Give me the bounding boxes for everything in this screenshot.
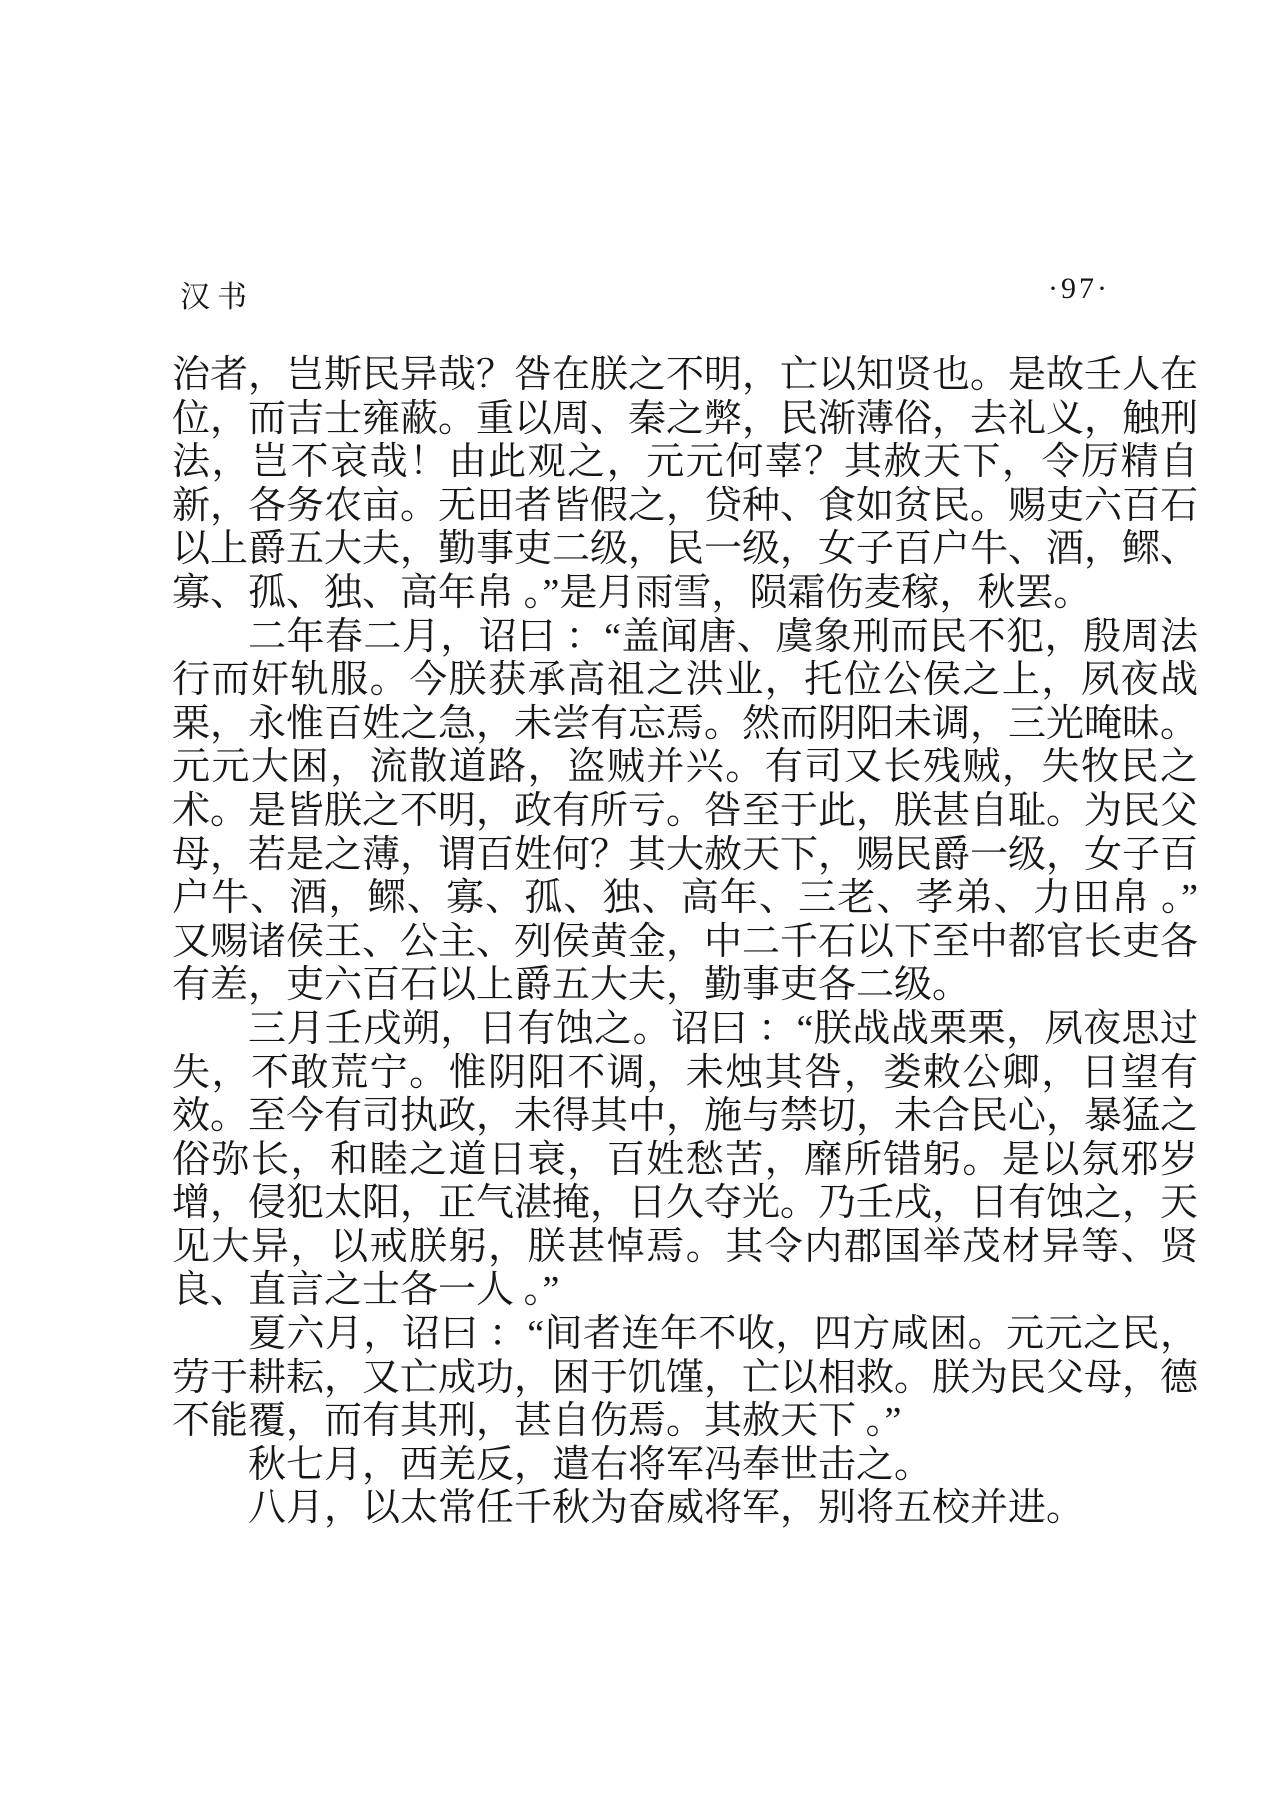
page-header (180, 272, 1198, 314)
paragraph: 治者，岂斯民异哉？咎在朕之不明，亡以知贤也。是故壬人在位，而吉士雍蔽。重以周、秦之弊，民渐薄俗，去礼义，触刑法，岂不哀哉！由此观之，元元何辜？其赦天下，令厉精自新，各务农亩。无田者皆假之，贷种、食如贫民。赐吏六百石以上爵五大夫，勤事吏二级，民一级，女子百户牛、酒，鳏、寡、孤、独、高年帛 。”是月雨雪，陨霜伤麦稼，秋罢。 (172, 354, 1199, 614)
paragraph: 八月，以太常任千秋为奋威将军，别将五校并进。 (248, 1487, 1085, 1530)
book-title: 汉书 (180, 281, 254, 314)
page-number: ·97· (1048, 272, 1110, 305)
page-body-text (172, 354, 1198, 1531)
paragraph: 夏六月，诏曰 ：“间者连年不收，四方咸困。元元之民，劳于耕耘，又亡成功，困于饥馑，亡以相救。朕为民父母，德不能覆，而有其刑，甚自伤焉。其赦天下 。” (172, 1313, 1199, 1443)
paragraph: 二年春二月，诏曰 ：“盖闻唐、虞象刑而民不犯，殷周法行而奸轨服。今朕获承高祖之洪业，托位公侯之上，夙夜战栗，永惟百姓之急，未尝有忘焉。然而阴阳未调，三光晻昧。元元大困，流散道路，盗贼并兴。有司又长残贼，失牧民之术。是皆朕之不明，政有所亏。咎至于此，朕甚自耻。为民父母，若是之薄，谓百姓何？其大赦天下，赐民爵一级，女子百户牛、酒，鳏、寡、孤、独、高年、三老、孝弟、力田帛 。”又赐诸侯王、公主、列侯黄金，中二千石以下至中都官长吏各有差，吏六百石以上爵五大夫，勤事吏各二级。 (172, 615, 1199, 1007)
paragraph: 三月壬戌朔，日有蚀之。诏曰 ：“朕战战栗栗，夙夜思过失，不敢荒宁。惟阴阳不调，未烛其咎，娄敕公卿，日望有效。至今有司执政，未得其中，施与禁切，未合民心，暴猛之俗弥长，和睦之道日衰，百姓愁苦，靡所错躬。是以氛邪岁增，侵犯太阳，正气湛掩，日久夺光。乃壬戌，日有蚀之，天见大异，以戒朕躬，朕甚悼焉。其令内郡国举茂材异等、贤良、直言之士各一人 。” (172, 1007, 1199, 1312)
paragraph: 秋七月，西羌反，遣右将军冯奉世击之。 (248, 1443, 933, 1486)
